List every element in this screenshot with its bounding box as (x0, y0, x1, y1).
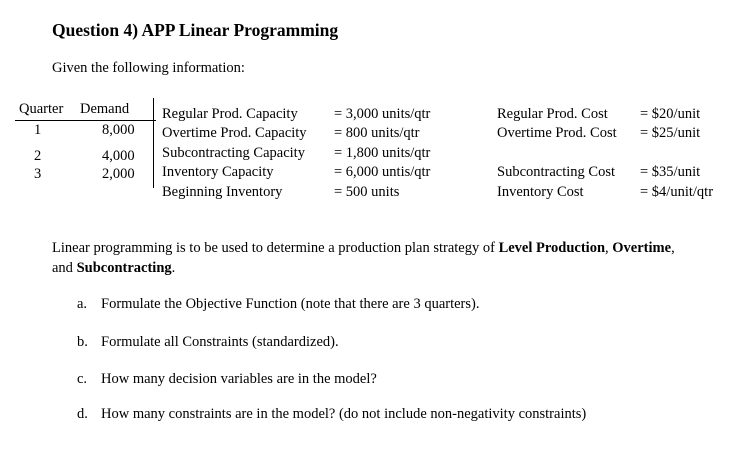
quarter-cell: 1 (34, 122, 42, 138)
question-letter: d. (77, 406, 88, 422)
capacity-value: = 800 units/qtr (334, 125, 420, 141)
statement-text: Linear programming is to be used to determine a production plan strategy of (52, 240, 499, 256)
header-quarter: Quarter (19, 101, 64, 117)
question-letter: a. (77, 296, 88, 312)
statement-text: , (605, 240, 613, 256)
cost-label: Regular Prod. Cost (497, 106, 608, 122)
question-text: How many decision variables are in the model? (101, 371, 377, 387)
cost-value: = $20/unit (640, 106, 701, 122)
statement-text: , and (52, 240, 675, 276)
intro-text: Given the following information: (52, 60, 245, 76)
demand-cell: 4,000 (102, 148, 135, 164)
question-text: Formulate all Constraints (standardized). (101, 334, 339, 350)
capacity-value: = 1,800 units/qtr (334, 145, 431, 161)
page-title: Question 4) APP Linear Programming (52, 20, 339, 40)
capacity-label: Beginning Inventory (162, 184, 283, 200)
cost-label: Overtime Prod. Cost (497, 125, 617, 141)
demand-cell: 2,000 (102, 166, 135, 182)
quarter-cell: 2 (34, 148, 42, 164)
question-text: Formulate the Objective Function (note that there are 3 quarters). (101, 296, 480, 312)
table-column-divider (153, 98, 154, 188)
cost-label: Inventory Cost (497, 184, 584, 200)
cost-label: Subcontracting Cost (497, 164, 616, 180)
capacity-value: = 6,000 untis/qtr (334, 164, 431, 180)
statement-bold-subcontracting: Subcontracting (76, 260, 172, 276)
problem-statement (52, 238, 692, 278)
statement-bold-overtime: Overtime (612, 240, 672, 256)
capacity-value: = 3,000 units/qtr (334, 106, 431, 122)
cost-value: = $4/unit/qtr (640, 184, 714, 200)
question-letter: c. (77, 371, 88, 387)
demand-cell: 8,000 (102, 122, 135, 138)
capacity-label: Regular Prod. Capacity (162, 106, 298, 122)
cost-value: = $25/unit (640, 125, 701, 141)
statement-text: . (171, 260, 176, 276)
header-demand: Demand (80, 101, 130, 117)
cost-value: = $35/unit (640, 164, 701, 180)
capacity-value: = 500 units (334, 184, 400, 200)
capacity-label: Inventory Capacity (162, 164, 274, 180)
capacity-label: Subcontracting Capacity (162, 145, 305, 161)
statement-bold-level: Level Production (498, 240, 606, 256)
question-text: How many constraints are in the model? (do not include non-negativity constraints) (101, 406, 587, 422)
capacity-label: Overtime Prod. Capacity (162, 125, 307, 141)
question-letter: b. (77, 334, 88, 350)
quarter-cell: 3 (34, 166, 42, 182)
